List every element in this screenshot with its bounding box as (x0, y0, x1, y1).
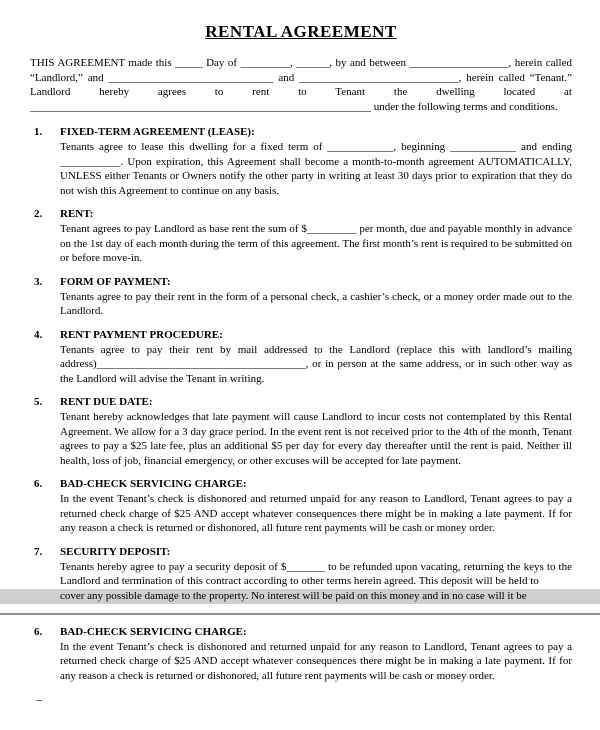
section-body: Tenants hereby agree to pay a security deposit of $_______ to be refunded upon vacating, returning the keys to the Landlord and termination of this contract according to other terms herein agreed. This deposit will be held to (60, 560, 572, 587)
section-bad-check-charge (30, 477, 572, 536)
section-heading: RENT: (60, 208, 94, 220)
section-bad-check-charge-repeat (30, 625, 572, 684)
section-body: Tenant agrees to pay Landlord as base rent the sum of $_________ per month, due and payable monthly in advance on the 1st day of each month during the term of this agreement. The first month’s rent is required to be submitted on or before move-in. (60, 223, 572, 264)
section-rent-payment-procedure (30, 328, 572, 387)
section-number: 3. (34, 275, 43, 288)
section-heading: RENT DUE DATE: (60, 396, 153, 408)
section-content (60, 275, 572, 319)
section-heading: BAD-CHECK SERVICING CHARGE: (60, 625, 247, 638)
section-content (60, 395, 572, 468)
section-body: Tenants agree to pay their rent by mail addressed to the Landlord (replace this with landlord’s mailing address)______________________________________, or in person at the same address, or in such other way as the Landlord will advise the Tenant in writing. (60, 343, 572, 385)
section-body: Tenants agree to pay their rent in the form of a personal check, a cashier’s check, or a money order made out to the Landlord. (60, 290, 572, 317)
section-number: 1. (34, 126, 43, 138)
section-fixed-term-agreement (30, 125, 572, 198)
section-body-highlighted-line: cover any possible damage to the property. No interest will be paid on this money and in no case will it be (0, 589, 600, 604)
section-content (60, 207, 572, 266)
page-title: RENTAL AGREEMENT (205, 22, 397, 41)
section-heading: FIXED-TERM AGREEMENT (LEASE): (60, 126, 255, 138)
section-heading: SECURITY DEPOSIT: (60, 545, 171, 558)
section-heading: RENT PAYMENT PROCEDURE: (60, 328, 223, 341)
section-content (60, 328, 572, 387)
section-content (60, 545, 572, 604)
section-content (60, 625, 572, 684)
section-body: In the event Tenant’s check is dishonored and returned unpaid for any reason to Landlord, Tenant agrees to pay a returned check charge of $25 AND accept whatever consequences there might be in making a late payment. If for any reason a check is returned or dishonored, all future rent payments will be cash or money order. (60, 493, 572, 534)
section-number: 7. (34, 545, 43, 558)
intro-paragraph: THIS AGREEMENT made this _____ Day of _________, ______, by and between __________________, herein called “Landlord,” and ______________________________ and _____________________________, herein called “Tenant.” Landlord hereby agrees to rent to Tenant the dwelling located at ______________________________________________________________ under the following terms and conditions. (30, 57, 572, 113)
section-body: Tenants agree to lease this dwelling for a fixed term of ____________, beginning ____________ and ending ___________. Upon expiration, this Agreement shall become a month-to-month agreement AUTOMATICALLY, UNLESS either Tenants or Owners notify the other party in writing at least 30 days prior to expiration that they do not wish this Agreement to continue on any basis. (60, 141, 572, 197)
section-body: In the event Tenant’s check is dishonored and returned unpaid for any reason to Landlord, Tenant agrees to pay a returned check charge of $25 AND accept whatever consequences there might be in making a late payment. If for any reason a check is returned or dishonored, all future rent payments will be cash or money order. (60, 640, 572, 682)
section-number: 4. (34, 328, 43, 341)
section-body: Tenant hereby acknowledges that late payment will cause Landlord to incur costs not contemplated by this Rental Agreement. We allow for a 3 day grace period. In the event rent is not received prior to the 4th of the month, Tenant agrees to pay a $25 late fee, plus an additional $5 per day for every day thereafter until the rent is paid. Neither ill health, loss of job, financial emergency, or other excuses will be accepted for late payment. (60, 411, 572, 467)
section-content (60, 477, 572, 536)
section-security-deposit (30, 545, 572, 604)
section-rent (30, 207, 572, 266)
section-form-of-payment (30, 275, 572, 319)
section-number: 5. (34, 396, 43, 408)
section-content (60, 125, 572, 198)
section-number: 6. (34, 478, 43, 490)
section-heading: FORM OF PAYMENT: (60, 275, 171, 288)
footer-dash: – (36, 692, 42, 706)
image-seam-divider (0, 613, 600, 615)
section-heading: BAD-CHECK SERVICING CHARGE: (60, 478, 247, 490)
section-number: 6. (34, 625, 43, 638)
section-number: 2. (34, 208, 43, 220)
section-rent-due-date (30, 395, 572, 468)
